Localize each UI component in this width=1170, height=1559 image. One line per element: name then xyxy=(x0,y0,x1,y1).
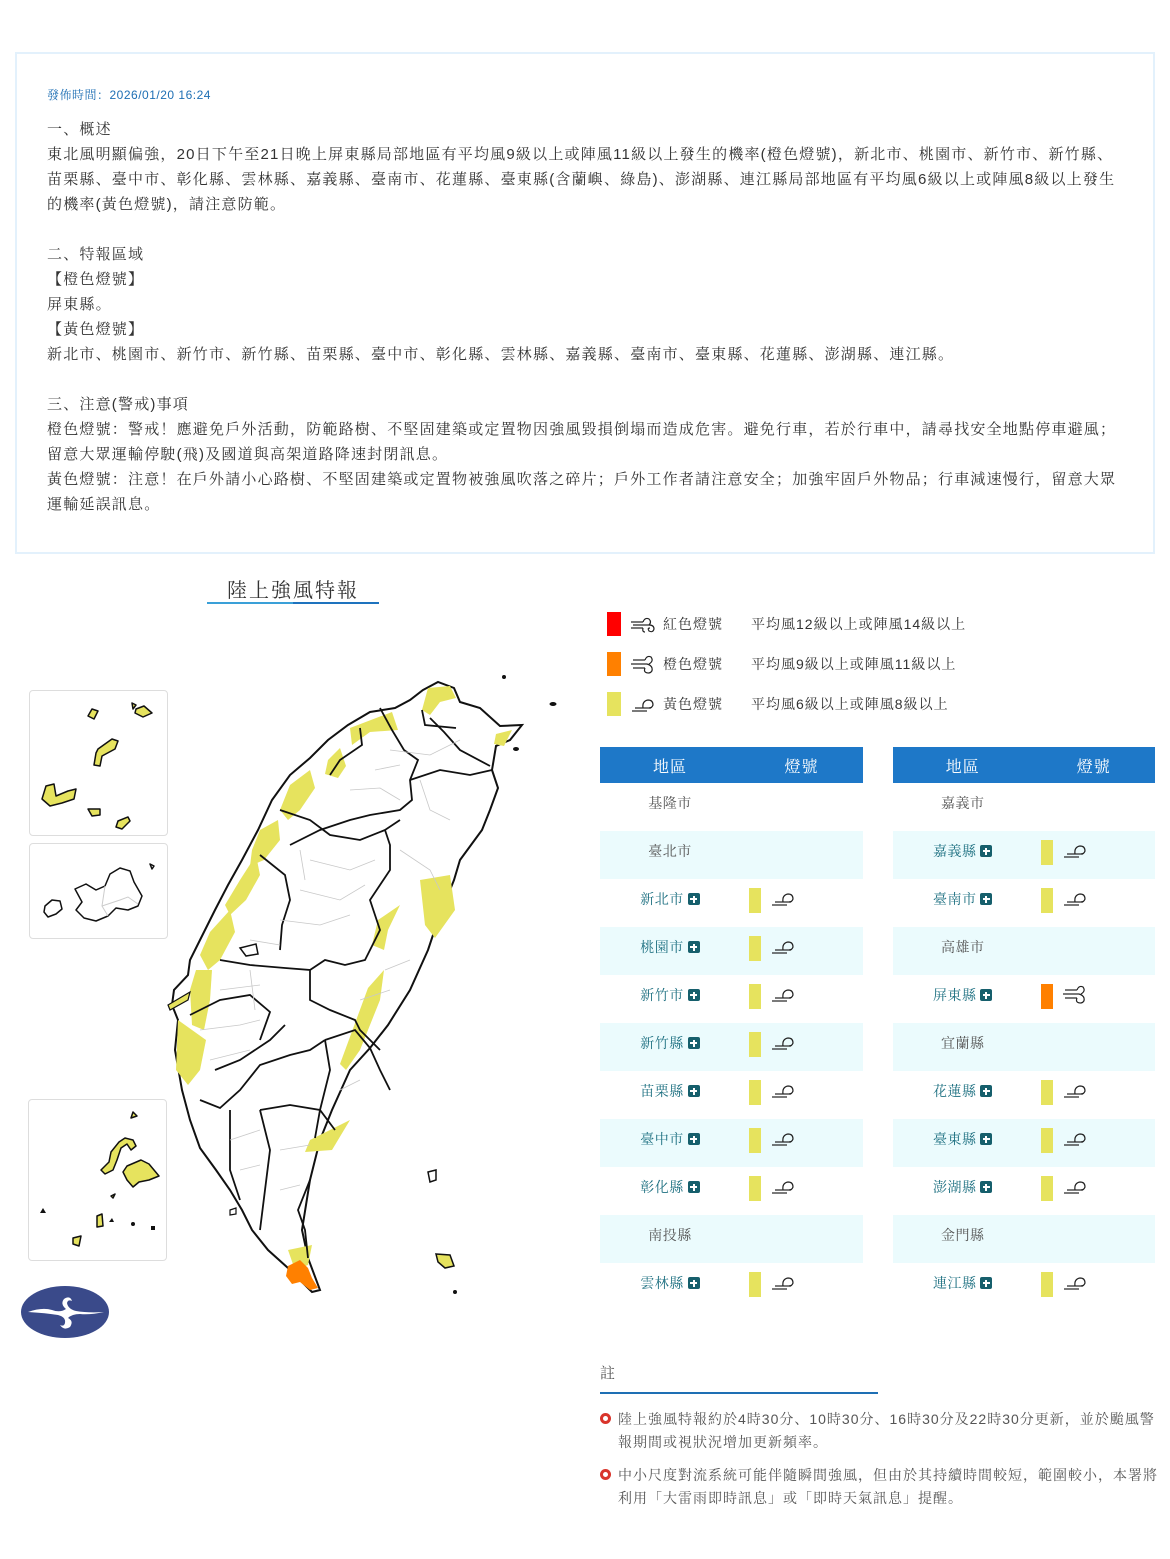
taiwan-map xyxy=(160,670,570,1300)
table-row xyxy=(893,831,1155,879)
section-heading-areas: 二、特報區域 xyxy=(47,246,145,263)
wind-light-icon xyxy=(629,694,657,714)
area-name[interactable]: 澎湖縣 xyxy=(932,1179,977,1195)
area-name: 金門縣 xyxy=(940,1227,985,1243)
area-link[interactable] xyxy=(933,985,993,1005)
signal-swatch xyxy=(749,888,761,913)
signal-swatch xyxy=(1041,888,1053,913)
table-row xyxy=(600,879,863,927)
area-name: 基隆市 xyxy=(648,795,692,811)
wind-light-icon xyxy=(769,1080,797,1102)
area-name[interactable]: 彰化縣 xyxy=(640,1179,684,1195)
legend-row-red xyxy=(607,612,1167,636)
signal-swatch xyxy=(749,1080,761,1105)
area-link[interactable] xyxy=(640,937,700,957)
table-row xyxy=(893,927,1155,975)
area-link[interactable] xyxy=(640,889,700,909)
wind-light-icon xyxy=(769,1128,797,1150)
signal-swatch xyxy=(1041,840,1053,865)
area-name: 臺北市 xyxy=(648,843,692,859)
overview-text: 東北風明顯偏強，20日下午至21日晚上屏東縣局部地區有平均風9級以上或陣風11級以上發生的機率(橙色燈號)，新北市、桃園市、新竹市、新竹縣、苗栗縣、臺中市、彰化縣、雲林縣、嘉義縣、臺南市、花蓮縣、臺東縣(含蘭嶼、綠島)、澎湖縣、連江縣局部地區有平均風6級以上或陣風8級以上發生的機率(黃色燈號)，請注意防範。 xyxy=(47,146,1116,213)
orange-swatch xyxy=(607,652,621,676)
issued-time: 發佈時間：2026/01/20 16:24 xyxy=(47,88,211,102)
area-link[interactable] xyxy=(933,1129,993,1149)
notes-title: 註 xyxy=(600,1360,878,1394)
wind-light-icon xyxy=(769,936,797,958)
table-row xyxy=(600,831,863,879)
wind-light-icon xyxy=(769,1032,797,1054)
signal-swatch xyxy=(1041,984,1053,1009)
area-name[interactable]: 新竹縣 xyxy=(640,1035,684,1051)
section-heading-overview: 一、概述 xyxy=(47,121,112,138)
signal-legend xyxy=(607,612,1167,732)
area-name: 宜蘭縣 xyxy=(940,1035,985,1051)
signal-swatch xyxy=(1041,1080,1053,1105)
wind-light-icon xyxy=(769,1272,797,1294)
table-row xyxy=(600,1023,863,1071)
legend-desc-orange: 平均風9級以上或陣風11級以上 xyxy=(751,656,957,672)
note-item xyxy=(600,1464,1160,1510)
notes-list xyxy=(600,1408,1160,1510)
table-row xyxy=(893,879,1155,927)
table-row xyxy=(893,975,1155,1023)
area-link[interactable] xyxy=(640,1273,700,1293)
wind-light-icon xyxy=(1061,1128,1089,1150)
yellow-signal-heading: 【黃色燈號】 xyxy=(47,321,145,338)
legend-label-orange: 橙色燈號 xyxy=(663,656,723,672)
table-row xyxy=(600,927,863,975)
area-name: 高雄市 xyxy=(940,939,985,955)
table-row xyxy=(893,1119,1155,1167)
header-area: 地區 xyxy=(945,758,980,776)
area-name: 南投縣 xyxy=(648,1227,692,1243)
legend-label-yellow: 黃色燈號 xyxy=(663,696,723,712)
notes-section xyxy=(600,1360,1160,1520)
wind-light-icon xyxy=(769,888,797,910)
plus-icon[interactable] xyxy=(688,1085,700,1097)
map-title: 陸上強風特報 xyxy=(207,574,379,604)
table-row xyxy=(600,1071,863,1119)
area-name[interactable]: 臺南市 xyxy=(932,891,977,907)
legend-label-red: 紅色燈號 xyxy=(663,616,723,632)
signal-swatch xyxy=(1041,1272,1053,1297)
table-row xyxy=(600,1215,863,1263)
plus-icon[interactable] xyxy=(980,1181,992,1193)
yellow-areas: 新北市、桃園市、新竹市、新竹縣、苗栗縣、臺中市、彰化縣、雲林縣、嘉義縣、臺南市、臺東縣、花蓮縣、澎湖縣、連江縣。 xyxy=(47,346,955,363)
table-row xyxy=(893,1023,1155,1071)
yellow-swatch xyxy=(607,692,621,716)
table-row xyxy=(893,783,1155,831)
header-signal: 燈號 xyxy=(1076,758,1111,776)
yellow-precaution: 黃色燈號：注意！在戶外請小心路樹、不堅固建築或定置物被強風吹落之碎片；戶外工作者請注意安全；加強牢固戶外物品；行車減速慢行，留意大眾運輸延誤訊息。 xyxy=(47,471,1117,513)
legend-desc-yellow: 平均風6級以上或陣風8級以上 xyxy=(751,696,949,712)
plus-icon[interactable] xyxy=(980,1277,992,1289)
plus-icon[interactable] xyxy=(688,1133,700,1145)
area-link[interactable] xyxy=(640,1177,700,1197)
area-link[interactable] xyxy=(640,1081,700,1101)
red-swatch xyxy=(607,612,621,636)
legend-desc-red: 平均風12級以上或陣風14級以上 xyxy=(751,616,967,632)
wind-light-icon xyxy=(1061,888,1089,910)
warning-table-right xyxy=(893,747,1155,1311)
taiwan-island xyxy=(172,682,522,1292)
orange-areas: 屏東縣。 xyxy=(47,296,112,313)
wind-light-icon xyxy=(769,1176,797,1198)
plus-icon[interactable] xyxy=(980,1133,992,1145)
signal-swatch xyxy=(749,1176,761,1201)
table-header xyxy=(600,747,863,783)
table-row xyxy=(893,1167,1155,1215)
plus-icon[interactable] xyxy=(980,989,992,1001)
note-text: 中小尺度對流系統可能伴隨瞬間強風，但由於其持續時間較短，範圍較小，本署將利用「大雷雨即時訊息」或「即時天氣訊息」提醒。 xyxy=(618,1467,1158,1506)
area-link[interactable] xyxy=(933,1177,993,1197)
wind-light-icon xyxy=(1061,1176,1089,1198)
signal-swatch xyxy=(1041,1176,1053,1201)
legend-row-yellow xyxy=(607,692,1167,716)
area-link[interactable] xyxy=(640,985,700,1005)
inset-kinmen xyxy=(29,843,168,939)
inset-lienchiang xyxy=(29,690,168,836)
table-row xyxy=(893,1071,1155,1119)
table-header xyxy=(893,747,1155,783)
signal-swatch xyxy=(749,984,761,1009)
signal-swatch xyxy=(749,1272,761,1297)
table-row xyxy=(600,1263,863,1311)
area-link[interactable] xyxy=(640,1129,700,1149)
signal-swatch xyxy=(749,936,761,961)
area-name: 嘉義市 xyxy=(940,795,985,811)
signal-swatch xyxy=(749,1032,761,1057)
area-name[interactable]: 花蓮縣 xyxy=(932,1083,977,1099)
area-link[interactable] xyxy=(933,1273,993,1293)
plus-icon[interactable] xyxy=(688,1181,700,1193)
section-heading-precautions: 三、注意(警戒)事項 xyxy=(47,396,189,413)
report-panel xyxy=(15,52,1155,554)
plus-icon[interactable] xyxy=(688,941,700,953)
legend-row-orange xyxy=(607,652,1167,676)
area-link[interactable] xyxy=(933,889,993,909)
area-name[interactable]: 新北市 xyxy=(640,891,684,907)
plus-icon[interactable] xyxy=(980,845,992,857)
note-text: 陸上強風特報約於4時30分、10時30分、16時30分及22時30分更新，並於颱風警報期間或視狀況增加更新頻率。 xyxy=(618,1411,1155,1450)
plus-icon[interactable] xyxy=(688,989,700,1001)
plus-icon[interactable] xyxy=(688,1037,700,1049)
area-name[interactable]: 新竹市 xyxy=(640,987,684,1003)
area-link[interactable] xyxy=(640,1033,700,1053)
wind-light-icon xyxy=(1061,1080,1089,1102)
inset-penghu xyxy=(28,1099,167,1261)
area-name[interactable]: 連江縣 xyxy=(932,1275,977,1291)
table-row xyxy=(893,1263,1155,1311)
report-body xyxy=(47,117,1123,517)
wind-light-icon xyxy=(1061,840,1089,862)
area-name[interactable]: 臺中市 xyxy=(640,1131,684,1147)
signal-swatch xyxy=(749,1128,761,1153)
wind-strong-icon xyxy=(629,614,657,634)
area-link[interactable] xyxy=(933,841,993,861)
area-name[interactable]: 嘉義縣 xyxy=(932,843,977,859)
bullet-icon xyxy=(600,1413,611,1424)
bullet-icon xyxy=(600,1469,611,1480)
area-name[interactable]: 臺東縣 xyxy=(932,1131,977,1147)
area-name[interactable]: 屏東縣 xyxy=(932,987,977,1003)
plus-icon[interactable] xyxy=(980,893,992,905)
header-area: 地區 xyxy=(652,758,687,776)
plus-icon[interactable] xyxy=(688,893,700,905)
table-row xyxy=(893,1215,1155,1263)
cwa-logo xyxy=(20,1285,110,1339)
warning-table-left xyxy=(600,747,863,1311)
area-name[interactable]: 苗栗縣 xyxy=(640,1083,684,1099)
area-name[interactable]: 桃園市 xyxy=(640,939,684,955)
table-row xyxy=(600,1119,863,1167)
orange-precaution: 橙色燈號：警戒！應避免戶外活動，防範路樹、不堅固建築或定置物因強風毀損倒塌而造成危害。避免行車，若於行車中，請尋找安全地點停車避風；留意大眾運輸停駛(飛)及國道與高架道路降速封閉訊息。 xyxy=(47,421,1117,463)
signal-swatch xyxy=(1041,1128,1053,1153)
wind-medium-icon xyxy=(629,654,657,674)
plus-icon[interactable] xyxy=(980,1085,992,1097)
orange-signal-heading: 【橙色燈號】 xyxy=(47,271,145,288)
header-signal: 燈號 xyxy=(784,758,819,776)
wind-light-icon xyxy=(1061,1272,1089,1294)
table-row xyxy=(600,1167,863,1215)
plus-icon[interactable] xyxy=(688,1277,700,1289)
area-link[interactable] xyxy=(933,1081,993,1101)
area-name[interactable]: 雲林縣 xyxy=(640,1275,684,1291)
wind-medium-icon xyxy=(1061,984,1089,1006)
table-row xyxy=(600,783,863,831)
table-row xyxy=(600,975,863,1023)
wind-light-icon xyxy=(769,984,797,1006)
note-item xyxy=(600,1408,1160,1454)
